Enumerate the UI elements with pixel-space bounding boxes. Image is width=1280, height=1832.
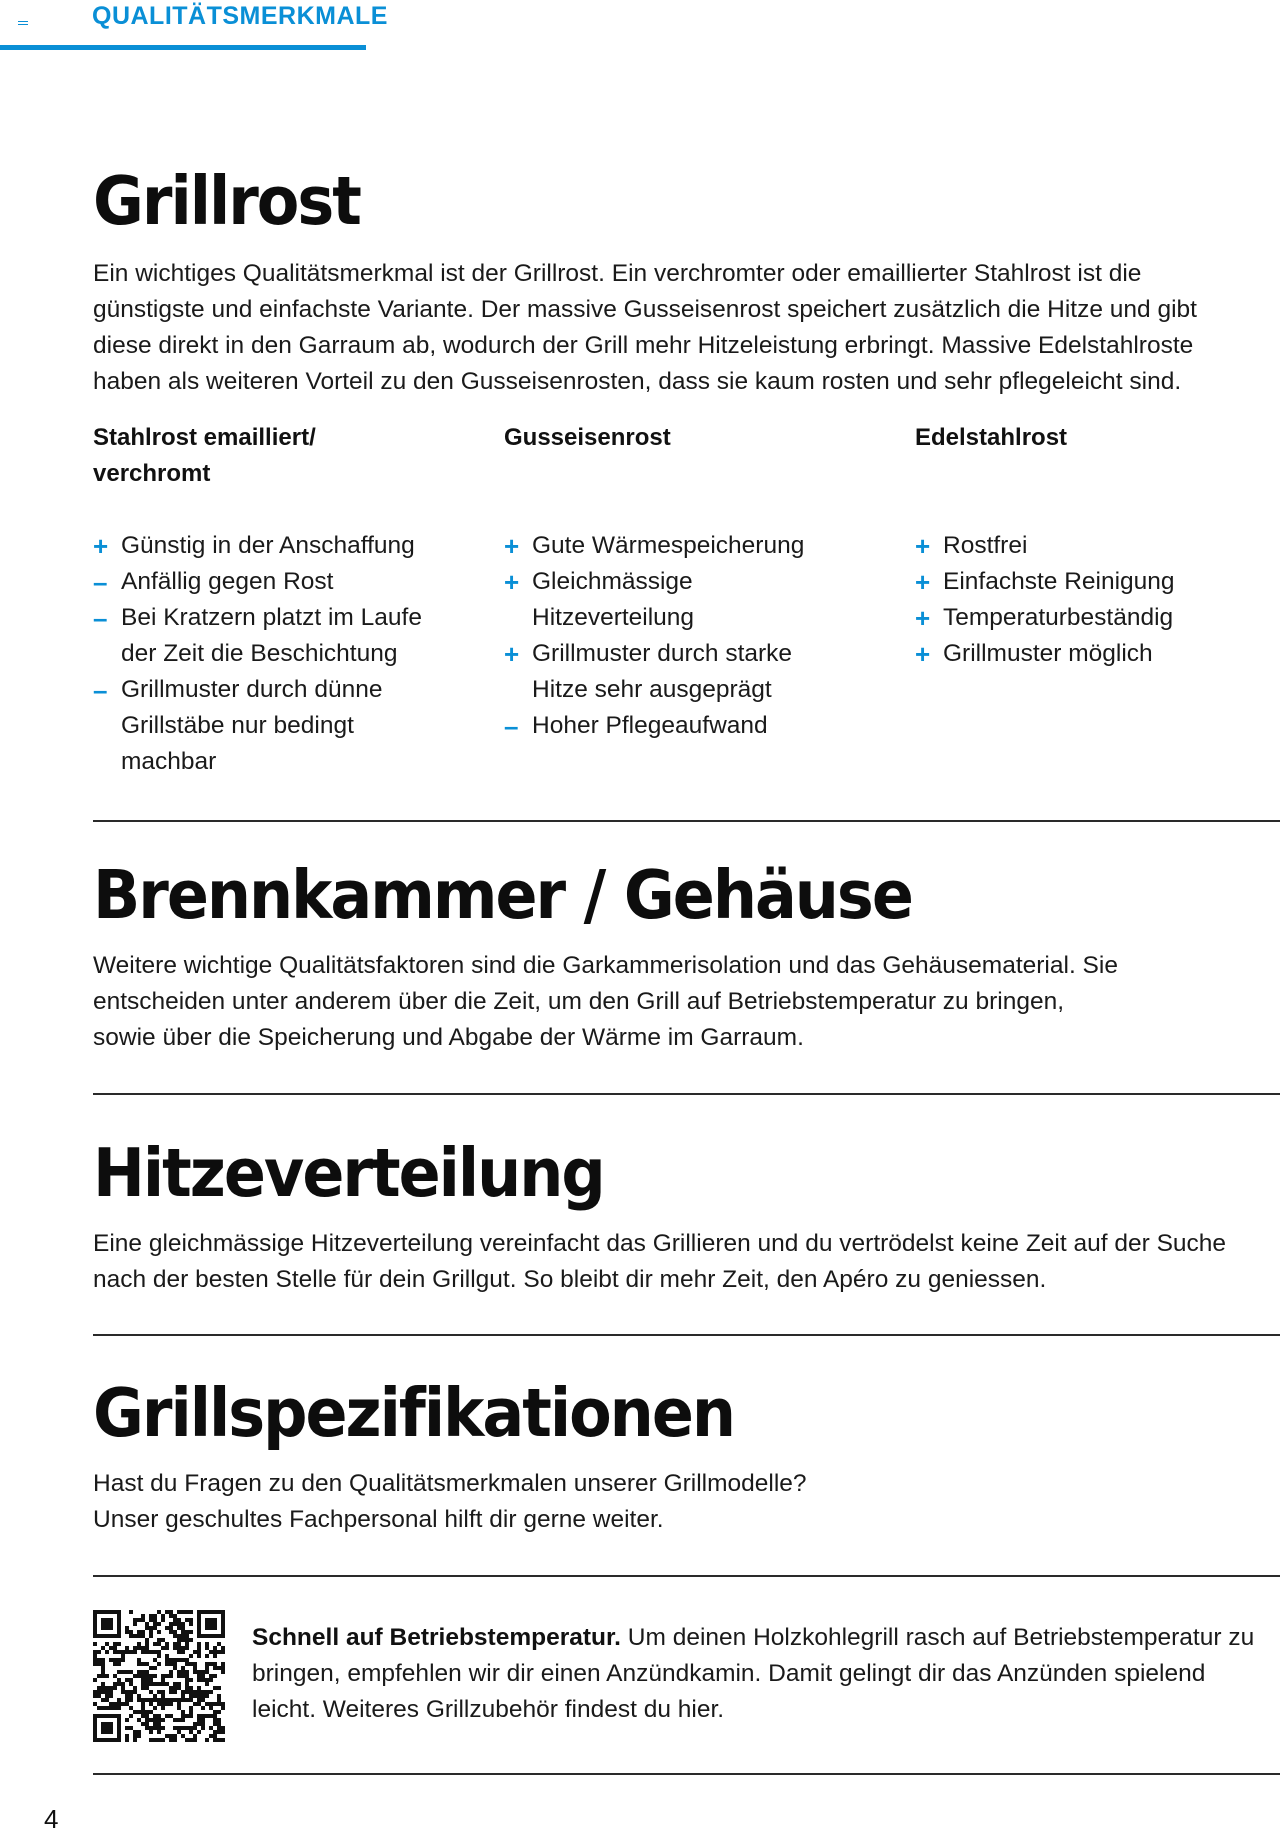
plus-icon: + bbox=[915, 639, 931, 669]
qr-code-icon[interactable] bbox=[93, 1610, 225, 1742]
grillspezifikationen-text-wrap bbox=[93, 1466, 1280, 1538]
brennkammer-text-wrap bbox=[93, 948, 1133, 1056]
list-item: + Grillmuster möglich bbox=[915, 636, 1275, 672]
minus-icon: – bbox=[93, 675, 108, 705]
feature-list bbox=[504, 528, 864, 744]
plus-icon: + bbox=[504, 531, 520, 561]
minus-icon: – bbox=[93, 567, 108, 597]
divider bbox=[93, 1773, 1280, 1775]
menu-icon[interactable] bbox=[18, 21, 28, 27]
minus-icon: – bbox=[93, 603, 108, 633]
list-item: – Bei Kratzern platzt im Laufe der Zeit die Beschichtung bbox=[93, 600, 433, 672]
column-stahlrost bbox=[93, 420, 453, 780]
divider bbox=[93, 1575, 1280, 1577]
divider bbox=[93, 1093, 1280, 1095]
column-heading: Stahlrost emailliert/ verchromt bbox=[93, 424, 316, 487]
hitzeverteilung-text: Eine gleichmässige Hitzeverteilung vereinfacht das Grillieren und du vertrödelst keine Zeit auf der Suche nach der besten Stelle für dein Grillgut. So bleibt dir mehr Zeit, den Apéro zu geniessen. bbox=[93, 1230, 1227, 1293]
list-item: + Gute Wärmespeicherung bbox=[504, 528, 864, 564]
column-heading: Gusseisenrost bbox=[504, 424, 671, 451]
column-heading: Edelstahlrost bbox=[915, 424, 1068, 451]
grillspezifikationen-section bbox=[93, 1373, 1280, 1453]
plus-icon: + bbox=[504, 567, 520, 597]
list-item: + Einfachste Reinigung bbox=[915, 564, 1275, 600]
grillrost-intro-wrap bbox=[93, 256, 1213, 400]
list-item: – Grillmuster durch dünne Grillstäbe nur bedingt machbar bbox=[93, 672, 393, 780]
callout-text bbox=[252, 1620, 1262, 1728]
grillrost-title: Grillrost bbox=[93, 161, 360, 241]
list-item: – Anfällig gegen Rost bbox=[93, 564, 453, 600]
callout-bold: Schnell auf Betriebstemperatur. bbox=[252, 1624, 621, 1651]
plus-icon: + bbox=[915, 603, 931, 633]
brennkammer-section bbox=[93, 855, 1280, 935]
list-item: + Gleichmässige Hitzeverteilung bbox=[504, 564, 754, 636]
callout-body: Um deinen Holzkohlegrill rasch auf Betriebstemperatur zu bringen, empfehlen wir dir einen Anzündkamin. Damit gelingt dir das Anzünden spielend leicht. Weiteres Grillzubehör findest du hier. bbox=[252, 1624, 1255, 1723]
brennkammer-title: Brennkammer / Gehäuse bbox=[93, 855, 912, 935]
brennkammer-text: Weitere wichtige Qualitätsfaktoren sind die Garkammerisolation und das Gehäusematerial. Sie entscheiden unter anderem über die Zeit, um den Grill auf Betriebstemperatur zu bringen, sowie über die Speicherung und Abgabe der Wärme im Garraum. bbox=[93, 952, 1118, 1051]
list-item: + Temperaturbeständig bbox=[915, 600, 1275, 636]
grillrost-section bbox=[93, 161, 1280, 241]
divider bbox=[93, 1334, 1280, 1336]
section-header-bar bbox=[0, 0, 388, 50]
plus-icon: + bbox=[915, 531, 931, 561]
list-item: + Grillmuster durch starke Hitze sehr ausgeprägt bbox=[504, 636, 824, 708]
list-item: + Günstig in der Anschaffung bbox=[93, 528, 453, 564]
list-item: – Hoher Pflegeaufwand bbox=[504, 708, 864, 744]
grillspezifikationen-title: Grillspezifikationen bbox=[93, 1373, 735, 1453]
column-edelstahlrost bbox=[915, 420, 1275, 672]
section-tag: QUALITÄTSMERKMALE bbox=[92, 2, 388, 30]
feature-list bbox=[93, 528, 453, 780]
hitzeverteilung-section bbox=[93, 1133, 1280, 1213]
plus-icon: + bbox=[504, 639, 520, 669]
grillspezifikationen-text-line1: Hast du Fragen zu den Qualitätsmerkmalen unserer Grillmodelle? bbox=[93, 1470, 807, 1497]
hitzeverteilung-title: Hitzeverteilung bbox=[93, 1133, 604, 1213]
page-number: 4 bbox=[44, 1804, 59, 1832]
plus-icon: + bbox=[93, 531, 109, 561]
grillspezifikationen-text-line2: Unser geschultes Fachpersonal hilft dir gerne weiter. bbox=[93, 1506, 664, 1533]
column-gusseisenrost bbox=[504, 420, 864, 744]
hitzeverteilung-text-wrap bbox=[93, 1226, 1243, 1298]
divider bbox=[93, 820, 1280, 822]
minus-icon: – bbox=[504, 711, 519, 741]
feature-list bbox=[915, 528, 1275, 672]
plus-icon: + bbox=[915, 567, 931, 597]
list-item: + Rostfrei bbox=[915, 528, 1275, 564]
grillrost-intro: Ein wichtiges Qualitätsmerkmal ist der Grillrost. Ein verchromter oder emaillierter Stahlrost ist die günstigste und einfachste Variante. Der massive Gusseisenrost speichert zusätzlich die Hitze und gibt diese direkt in den Garraum ab, wodurch der Grill mehr Hitzeleistung erbringt. Massive Edelstahlroste haben als weiteren Vorteil zu den Gusseisenrosten, dass sie kaum rosten und sehr pflegeleicht sind. bbox=[93, 260, 1197, 395]
